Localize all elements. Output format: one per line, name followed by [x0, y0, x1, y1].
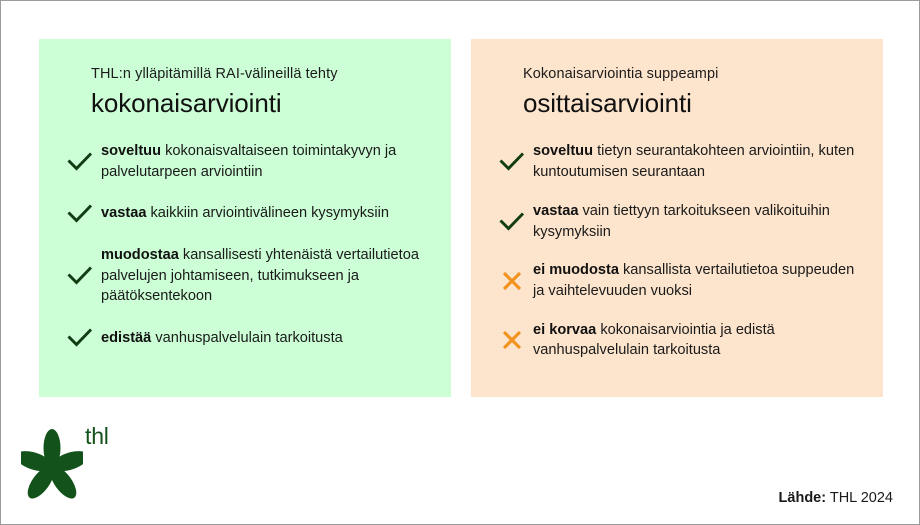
list-item [63, 245, 433, 307]
check-icon [63, 325, 97, 351]
list-item-rest: vanhuspalvelulain tarkoitusta [151, 329, 343, 346]
source-value: THL 2024 [826, 490, 893, 506]
panel-osittaisarviointi [471, 39, 883, 397]
list-item-text [529, 320, 865, 361]
list-item-text [529, 141, 865, 182]
list-item-text [529, 260, 865, 301]
check-icon [63, 201, 97, 227]
check-icon [63, 149, 97, 175]
list-item-rest: kokonaisvaltaiseen toimintakyvyn ja palvelutarpeen arviointiin [101, 143, 397, 181]
list-item [63, 141, 433, 182]
list-item-rest: kansallista vertailutietoa suppeuden ja vaihtelevuuden vuoksi [533, 262, 855, 299]
panel-header [471, 39, 883, 119]
list-item-strong: vastaa [101, 205, 147, 222]
list-item-strong: soveltuu [533, 143, 594, 160]
check-icon [63, 263, 97, 289]
panel-title: osittaisarviointi [523, 87, 692, 118]
thl-logo-text: thl [85, 423, 109, 449]
list-item-strong: edistää [101, 329, 152, 346]
list-item [495, 201, 865, 242]
list-item-rest: vain tiettyyn tarkoitukseen valikoituihin kysymyksiin [533, 202, 830, 240]
cross-icon [495, 268, 529, 294]
panel-kokonaisarviointi [39, 39, 451, 397]
panel-header [39, 39, 451, 119]
list-item-text [97, 245, 433, 307]
list-item [495, 320, 865, 361]
list-item-strong: ei muodosta [533, 262, 619, 279]
list-item-rest: kaikkiin arviointivälineen kysymyksiin [146, 205, 389, 222]
list-item-text [529, 201, 865, 242]
list-item [63, 201, 433, 227]
list-item-strong: ei korvaa [533, 321, 597, 338]
check-icon [495, 149, 529, 175]
check-icon [495, 209, 529, 235]
list-item-strong: soveltuu [101, 143, 162, 160]
thl-logo [21, 419, 181, 501]
source-label: Lähde: [778, 490, 827, 506]
panel-title: kokonaisarviointi [91, 87, 282, 118]
list-item-rest: kansallisesti yhtenäistä vertailutietoa palvelujen johtamiseen, tutkimukseen ja päätöksentekoon [101, 246, 419, 305]
list-item-strong: muodostaa [101, 246, 179, 263]
panel-kicker: Kokonaisarviointia suppeampi [523, 66, 719, 82]
panel-kicker: THL:n ylläpitämillä RAI-välineillä tehty [91, 66, 338, 82]
list-item-rest: kokonaisarviointia ja edistä vanhuspalvelulain tarkoitusta [533, 321, 775, 359]
list-item-strong: vastaa [533, 202, 579, 219]
list-item-text [97, 328, 343, 349]
list-item-rest: tietyn seurantakohteen arviointiin, kuten kuntoutumisen seurantaan [533, 143, 855, 181]
list-item [495, 141, 865, 182]
flower-icon [21, 427, 83, 499]
bullet-list [471, 141, 883, 361]
list-item [495, 260, 865, 301]
bullet-list [39, 141, 451, 351]
cross-icon [495, 327, 529, 353]
source-note [779, 490, 893, 506]
list-item-text [97, 203, 389, 224]
list-item [63, 325, 433, 351]
list-item-text [97, 141, 433, 182]
